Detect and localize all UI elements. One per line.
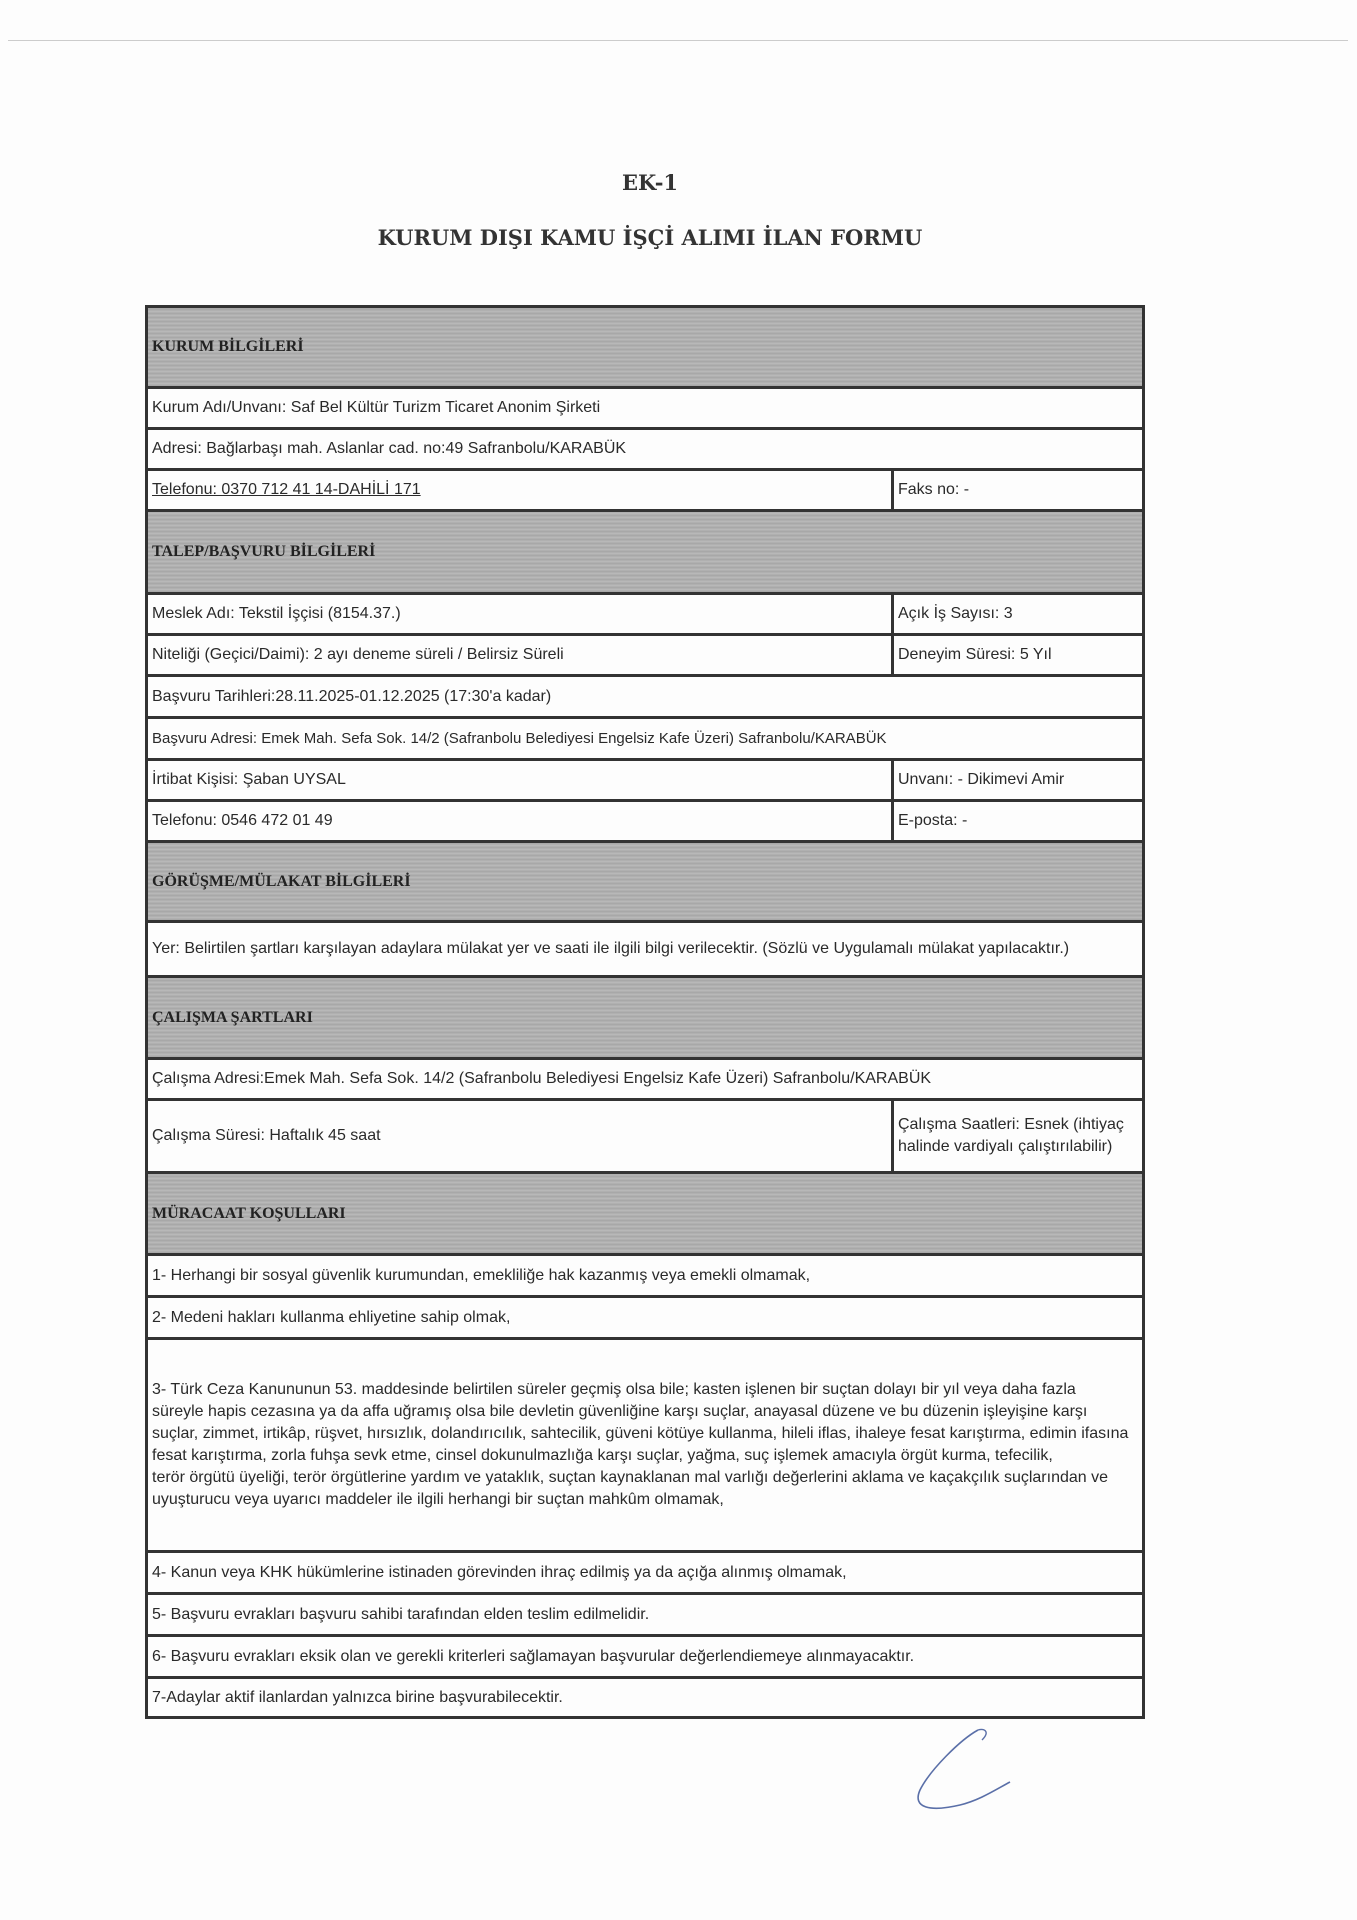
job-announcement-form	[145, 305, 1145, 1719]
interview-place: Yer: Belirtilen şartları karşılayan adaylara mülakat yer ve saati ile ilgili bilgi verilecektir. (Sözlü ve Uygulamalı mülakat yapılacaktır.)	[147, 922, 1144, 977]
institution-phone	[147, 470, 893, 511]
condition-1: 1- Herhangi bir sosyal güvenlik kurumundan, emekliliğe hak kazanmış veya emekli olmamak,	[147, 1255, 1144, 1297]
contact-email: E-posta: -	[893, 801, 1144, 842]
application-address: Başvuru Adresi: Emek Mah. Sefa Sok. 14/2 (Safranbolu Belediyesi Engelsiz Kafe Üzeri) Safranbolu/KARABÜK	[147, 718, 1144, 760]
condition-3-line-3: terör örgütü üyeliği, terör örgütlerine yardım ve yataklık, suçtan kaynaklanan mal varlığı değerlerini aklama ve kaçakçılık suçlarından ve uyuşturucu veya uyarıcı maddeler ile ilgili herhangi bir suçtan mahkûm olmamak,	[152, 1469, 1109, 1508]
institution-address: Adresi: Bağlarbaşı mah. Aslanlar cad. no:49 Safranbolu/KARABÜK	[147, 429, 1144, 470]
application-dates: Başvuru Tarihleri:28.11.2025-01.12.2025 (17:30'a kadar)	[147, 676, 1144, 718]
nature: Niteliği (Geçici/Daimi): 2 ayı deneme süreli / Belirsiz Süreli	[147, 635, 893, 676]
condition-5: 5- Başvuru evrakları başvuru sahibi tarafından elden teslim edilmelidir.	[147, 1594, 1144, 1636]
section-calisma: ÇALIŞMA ŞARTLARI	[147, 977, 1144, 1059]
condition-3-line-2: süreyle hapis cezasına ya da affa uğramış olsa bile devletin güvenliğine karşı suçlar, anayasal düzene ve bu düzenin işleyişine karşı suçlar, zimmet, irtikâp, rüşvet, hırsızlık, dolandırıcılık, sahtecilik, güveni kötüye kullanma, hileli iflas, ihaleye fesat karıştırma, edimin ifasına fesat karıştırma, zorla fuhşa sevk etme, cinsel dokunulmazlığa karşı suçlar, yağma, suç işlemek amacıyla örgüt kurma, tefecilik,	[152, 1403, 1129, 1464]
contact-person: İrtibat Kişisi: Şaban UYSAL	[147, 760, 893, 801]
condition-2: 2- Medeni hakları kullanma ehliyetine sahip olmak,	[147, 1297, 1144, 1339]
experience: Deneyim Süresi: 5 Yıl	[893, 635, 1144, 676]
annex-code: EK-1	[621, 170, 679, 195]
page-edge	[8, 40, 1348, 41]
profession: Meslek Adı: Tekstil İşçisi (8154.37.)	[147, 594, 893, 635]
contact-phone: Telefonu: 0546 472 01 49	[147, 801, 893, 842]
section-kurum: KURUM BİLGİLERİ	[147, 307, 1144, 388]
condition-4: 4- Kanun veya KHK hükümlerine istinaden görevinden ihraç edilmiş ya da açığa alınmış olmamak,	[147, 1552, 1144, 1594]
work-address: Çalışma Adresi:Emek Mah. Sefa Sok. 14/2 (Safranbolu Belediyesi Engelsiz Kafe Üzeri) Safranbolu/KARABÜK	[147, 1059, 1144, 1100]
openings: Açık İş Sayısı: 3	[893, 594, 1144, 635]
section-talep: TALEP/BAŞVURU BİLGİLERİ	[147, 511, 1144, 594]
form-title: KURUM DIŞI KAMU İŞÇİ ALIMI İLAN FORMU	[377, 225, 923, 250]
work-hours: Çalışma Saatleri: Esnek (ihtiyaç halinde vardiyalı çalıştırılabilir)	[893, 1100, 1144, 1173]
condition-3	[147, 1339, 1144, 1552]
condition-6: 6- Başvuru evrakları eksik olan ve gerekli kriterleri sağlamayan başvurular değerlendiemeye alınmayacaktır.	[147, 1636, 1144, 1678]
section-muracaat: MÜRACAAT KOŞULLARI	[147, 1173, 1144, 1255]
condition-3-line-1: 3- Türk Ceza Kanununun 53. maddesinde belirtilen süreler geçmiş olsa bile; kasten işlenen bir suçtan dolayı bir yıl veya daha fazla	[152, 1381, 1076, 1398]
work-duration: Çalışma Süresi: Haftalık 45 saat	[147, 1100, 893, 1173]
signature	[900, 1720, 1020, 1830]
institution-phone-text: Telefonu: 0370 712 41 14-DAHİLİ 171	[152, 481, 421, 498]
condition-7: 7-Adaylar aktif ilanlardan yalnızca birine başvurabilecektir.	[147, 1678, 1144, 1718]
institution-name: Kurum Adı/Unvanı: Saf Bel Kültür Turizm Ticaret Anonim Şirketi	[147, 388, 1144, 429]
section-gorusme: GÖRÜŞME/MÜLAKAT BİLGİLERİ	[147, 842, 1144, 922]
fax: Faks no: -	[893, 470, 1144, 511]
contact-title: Unvanı: - Dikimevi Amir	[893, 760, 1144, 801]
